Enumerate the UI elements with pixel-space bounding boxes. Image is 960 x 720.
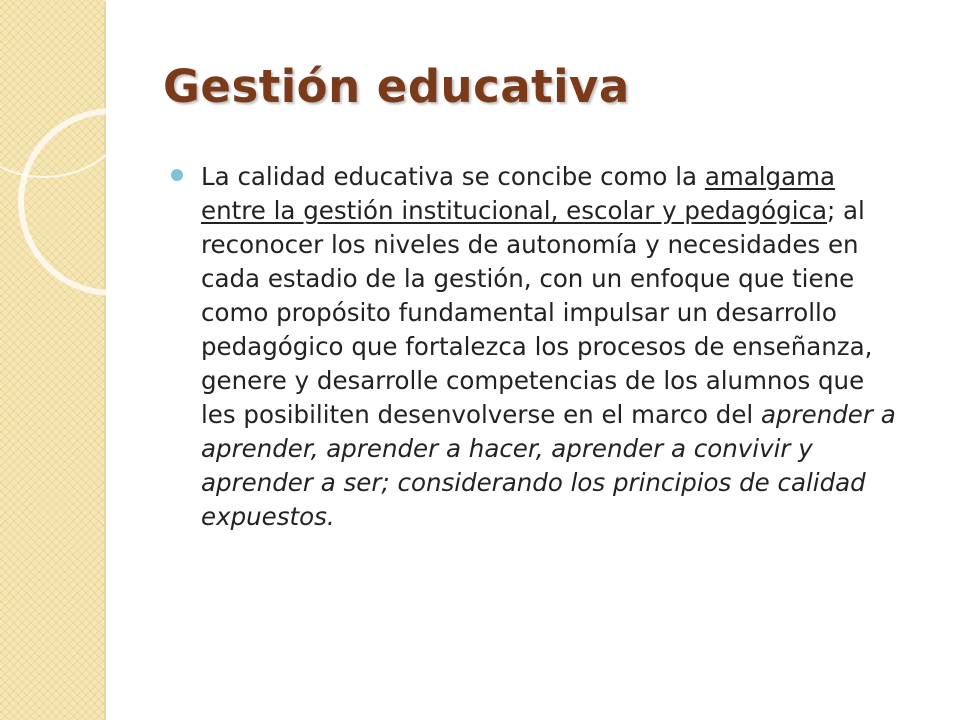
- decorative-side-band: [0, 0, 106, 720]
- slide-title: Gestión educativa: [163, 60, 630, 113]
- bullet-text-middle: ; al reconocer los niveles de autonomía y necesidades en cada estadio de la gestión, con un enfoque que tiene como propósito fundamental impulsar un desarrollo pedagógico que fortalezca los procesos de enseñanza, genere y desarrolle competencias de los alumnos que les posibiliten desenvolverse en el marco del: [201, 196, 873, 429]
- bullet-list: [170, 160, 900, 534]
- underlined-phrase: amalgama entre la gestión institucional, escolar y pedagógica: [201, 162, 835, 225]
- bullet-text-start: La calidad educativa se concibe como la: [201, 162, 705, 191]
- bullet-icon: [171, 169, 183, 181]
- italic-phrase: aprender a aprender, aprender a hacer, aprender a convivir y aprender a ser; considerando los principios de calidad expuestos.: [201, 400, 896, 531]
- bullet-paragraph: [201, 160, 900, 534]
